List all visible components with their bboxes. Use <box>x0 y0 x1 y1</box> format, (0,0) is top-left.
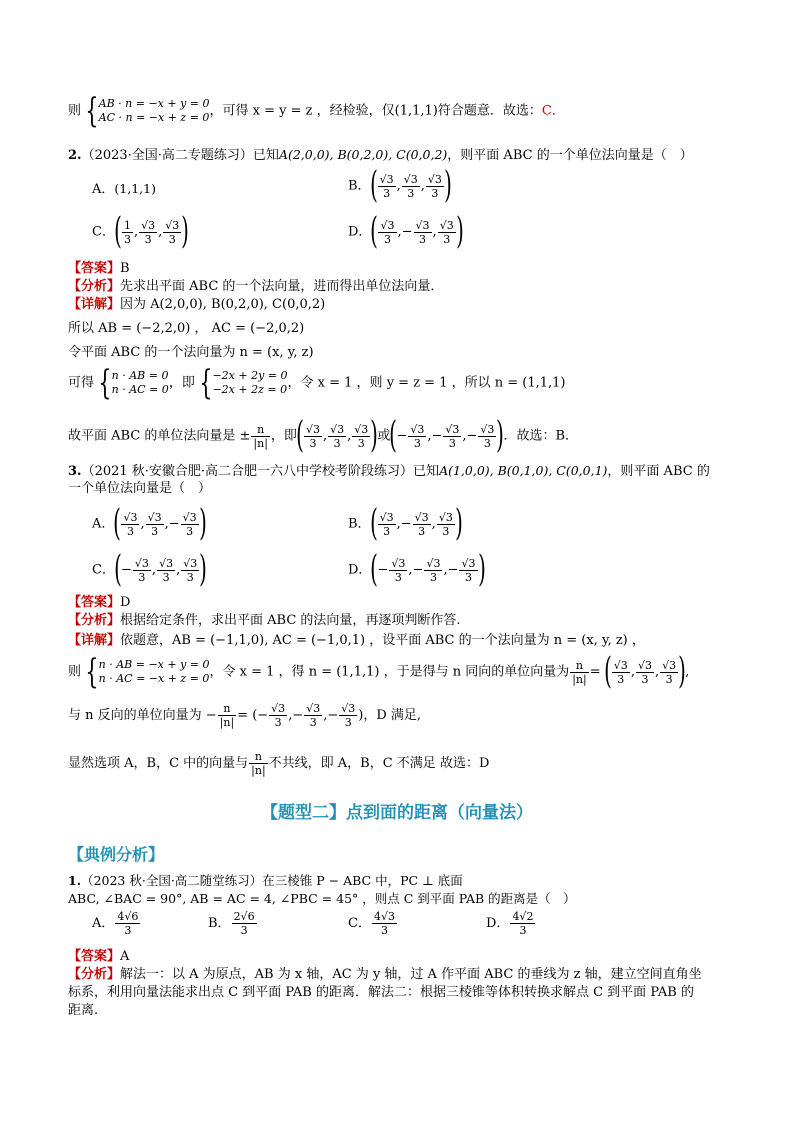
denominator: 3 <box>464 570 472 584</box>
question-source: （2023·全国·高二专题练习）已知 <box>81 148 279 163</box>
answer-tag: 【答案】 <box>68 949 121 964</box>
option-label: D． <box>348 224 372 240</box>
brace: { <box>98 363 112 403</box>
numerator: n <box>218 702 237 716</box>
text: ，可得 x = y = z ，经检验，仅(1,1,1)符合题意．故选： <box>209 103 542 119</box>
answer-value: A <box>120 949 130 964</box>
analysis-tag: 【分析】 <box>68 967 121 982</box>
denominator: 3 <box>124 232 131 246</box>
numerator: √3 <box>341 702 356 715</box>
numerator: √3 <box>305 422 320 436</box>
question-number: 3. <box>68 464 82 479</box>
ex1-analysis-1 <box>68 966 728 984</box>
paren: ) <box>678 651 687 692</box>
numerator: √3 <box>123 510 138 524</box>
analysis-text: 根据给定条件，求出平面 ABC 的法向量，再逐项判断作答. <box>120 613 461 628</box>
numerator: √3 <box>182 510 197 524</box>
fraction <box>133 557 151 584</box>
equation: −2x + 2y = 0 <box>212 369 288 382</box>
numerator: √3 <box>461 556 476 570</box>
text: ，即 <box>270 428 297 444</box>
numerator: √3 <box>330 422 345 436</box>
denominator: 3 <box>448 436 456 450</box>
fraction <box>339 702 357 729</box>
denominator: 3 <box>138 570 146 584</box>
fraction <box>459 557 477 584</box>
numerator: 4√6 <box>117 910 139 923</box>
fraction <box>352 423 370 450</box>
q2-detail-2 <box>68 320 728 338</box>
fraction <box>510 910 535 937</box>
fraction <box>570 659 589 686</box>
ex1-option-a <box>92 910 141 937</box>
denominator: |n| <box>253 436 268 450</box>
denominator: 3 <box>442 524 450 538</box>
denominator: 3 <box>665 672 673 686</box>
fraction <box>378 511 396 538</box>
fraction <box>157 557 175 584</box>
fraction <box>304 423 322 450</box>
q3-detail-3: 与 n 反向的单位向量为 − $\frac{n}{|n|}$ = (− $\frac{√3}{3}$ ,− $\frac{√3}{3}$ ,− $\frac{√3}{3}$ )，D 满足, <box>68 702 422 729</box>
denominator: 3 <box>383 186 391 200</box>
denominator: 3 <box>344 716 352 729</box>
equation: AC · n = −x + z = 0 <box>98 111 210 124</box>
paren: ) <box>370 415 379 456</box>
denominator: 3 <box>483 436 491 450</box>
text: ，则平面 ABC 的一个单位法向量是（ ） <box>447 148 693 163</box>
fraction <box>402 173 420 200</box>
paren: ) <box>496 415 505 456</box>
option-label: D． <box>486 916 510 931</box>
fraction <box>232 910 257 937</box>
numerator: √3 <box>165 218 180 232</box>
text: ，D 满足, <box>363 708 422 723</box>
fraction <box>443 423 461 450</box>
numerator: √3 <box>183 556 198 570</box>
ex1-option-c <box>348 910 398 937</box>
equation: n · AB = −x + y = 0 <box>98 658 210 671</box>
q2-option-a <box>92 180 156 199</box>
ex1-stem-line2 <box>68 890 728 908</box>
paren: ( <box>114 211 122 252</box>
option-label: C． <box>92 562 115 578</box>
denominator: 3 <box>168 232 176 246</box>
denominator: 3 <box>431 186 439 200</box>
q2-answer <box>68 260 728 278</box>
ex1-analysis-3 <box>68 1002 728 1020</box>
text: ，令 x = 1 ，得 n = (1,1,1) ，于是得与 n 同向的单位向量为 <box>209 664 570 680</box>
numerator: √3 <box>415 218 430 232</box>
denominator: 3 <box>641 672 649 686</box>
denominator: 3 <box>383 232 391 246</box>
brace: { <box>85 652 99 692</box>
paren: ( <box>296 415 304 456</box>
numerator: √3 <box>134 556 149 570</box>
text: 或 <box>377 428 391 444</box>
paren: ) <box>199 549 208 590</box>
denominator: 3 <box>419 232 427 246</box>
option-label: C． <box>348 916 371 931</box>
fraction <box>372 910 397 937</box>
equation: −2x + 2z = 0 <box>212 383 288 396</box>
denominator: 3 <box>519 924 527 937</box>
q3-option-a: A．( $\frac{√3}{3}$ , $\frac{√3}{3}$ ,− $\frac{√3}{3}$ ) <box>92 503 207 544</box>
denominator: 3 <box>124 924 132 937</box>
numerator: √3 <box>445 422 460 436</box>
numerator: √3 <box>141 218 156 232</box>
option-label: A． <box>92 182 115 197</box>
fraction <box>612 659 630 686</box>
denominator: 3 <box>126 524 134 538</box>
fraction <box>438 219 456 246</box>
denominator: 3 <box>418 524 426 538</box>
fraction <box>413 511 431 538</box>
option-label: D． <box>348 562 372 578</box>
fraction <box>163 219 181 246</box>
q2-option-d: D．( $\frac{√3}{3}$ ,− $\frac{√3}{3}$ , $\frac{√3}{3}$ ) <box>348 211 464 252</box>
detail-tag: 【详解】 <box>68 297 121 312</box>
numerator: √3 <box>427 172 442 186</box>
q3-answer <box>68 594 728 612</box>
fraction <box>328 423 346 450</box>
q2-detail-3 <box>68 344 728 362</box>
paren: ( <box>370 549 379 590</box>
numerator: √3 <box>410 422 425 436</box>
q3-detail-1 <box>68 632 728 650</box>
ex1-option-d <box>486 910 536 937</box>
denominator: 3 <box>357 436 365 450</box>
denominator: 3 <box>144 232 152 246</box>
text: ，令 x = 1 ，则 y = z = 1 ，所以 n = (1,1,1) <box>287 375 566 391</box>
denominator: 3 <box>274 716 282 729</box>
paren: ) <box>455 211 464 252</box>
text: ，则平面 ABC 的 <box>607 464 710 479</box>
q2-option-b: B．( $\frac{√3}{3}$ , $\frac{√3}{3}$ , $\frac{√3}{3}$ ) <box>348 165 452 206</box>
fraction <box>424 557 442 584</box>
equation: n · AC = −x + z = 0 <box>98 672 210 685</box>
fraction <box>378 219 396 246</box>
numerator: 4√3 <box>373 910 395 923</box>
analysis-text: 先求出平面 ABC 的一个法向量，进而得出单位法向量． <box>120 279 444 294</box>
q3-option-d: D．(− $\frac{√3}{3}$ ,− $\frac{√3}{3}$ ,− $\frac{√3}{3}$ ) <box>348 549 486 590</box>
detail-text: 因为 A(2,0,0), B(0,2,0), C(0,0,2) <box>120 297 326 312</box>
denominator: 3 <box>151 524 159 538</box>
analysis-tag: 【分析】 <box>68 279 121 294</box>
option-label: A． <box>92 916 115 931</box>
fraction <box>269 702 287 729</box>
denominator: 3 <box>240 924 248 937</box>
answer-value: D <box>120 595 131 610</box>
numerator: n <box>570 659 589 673</box>
fraction <box>181 511 199 538</box>
text: 则 <box>68 103 82 119</box>
option-label: B． <box>348 178 371 194</box>
denominator: 3 <box>394 570 402 584</box>
q2-detail-4 <box>68 363 728 403</box>
section-title: 【题型二】点到面的距离（向量法） <box>261 803 533 823</box>
numerator: √3 <box>271 702 286 715</box>
text: 则 <box>68 664 82 680</box>
ex1-answer <box>68 948 728 966</box>
numerator: √3 <box>147 510 162 524</box>
text: 与 n 反向的单位向量为 − <box>68 708 217 723</box>
question-number: 2. <box>68 148 82 163</box>
fraction <box>122 219 133 246</box>
q2-option-c: C．( $\frac{1}{3}$ , $\frac{√3}{3}$ , $\frac{√3}{3}$ ) <box>92 211 190 252</box>
numerator: √3 <box>391 556 406 570</box>
numerator: √3 <box>380 218 395 232</box>
paren: ( <box>370 211 379 252</box>
paren: ( <box>369 165 378 206</box>
equation: n · AC = 0 <box>111 383 169 396</box>
numerator: √3 <box>159 556 174 570</box>
denominator: 3 <box>309 436 317 450</box>
denominator: 3 <box>383 524 391 538</box>
option-label: B． <box>348 516 371 532</box>
denominator: 3 <box>617 672 625 686</box>
numerator: n <box>249 750 268 764</box>
analysis-tag: 【分析】 <box>68 613 121 628</box>
text: 不共线，即 A，B，C 不满足 故选：D <box>268 756 490 771</box>
ex1-analysis-2 <box>68 984 728 1002</box>
q2-analysis <box>68 278 728 296</box>
q3-analysis <box>68 612 728 630</box>
paren: ( <box>389 415 398 456</box>
detail-text: 所以 AB = (−2,2,0) ， AC = (−2,0,2) <box>68 321 305 336</box>
fraction <box>249 750 268 777</box>
numerator: √3 <box>379 510 394 524</box>
fraction <box>181 557 199 584</box>
paren: ) <box>444 165 452 206</box>
equation-system <box>99 97 210 125</box>
option-label: A． <box>92 516 115 532</box>
fraction <box>121 511 139 538</box>
denominator: |n| <box>219 716 235 729</box>
numerator: √3 <box>426 556 441 570</box>
question-source: （2023 秋·全国·高二随堂练习）在三棱锥 P − ABC 中，PC ⊥ 底面 <box>81 873 463 888</box>
ex1-stem <box>68 872 728 890</box>
q3-option-b: B．( $\frac{√3}{3}$ ,− $\frac{√3}{3}$ , $\frac{√3}{3}$ ) <box>348 503 463 544</box>
denominator: 3 <box>380 924 388 937</box>
fraction <box>414 219 432 246</box>
numerator: √3 <box>480 422 495 436</box>
question-number: 1. <box>68 873 82 888</box>
equation-system <box>112 369 169 397</box>
math: A(1,0,0), B(0,1,0), C(0,0,1) <box>439 463 608 478</box>
equation: AB · n = −x + y = 0 <box>98 97 210 110</box>
answer-tag: 【答案】 <box>68 261 121 276</box>
denominator: 3 <box>443 232 451 246</box>
fraction <box>251 423 270 450</box>
denominator: 3 <box>333 436 341 450</box>
denominator: |n| <box>572 672 587 686</box>
numerator: √3 <box>439 218 454 232</box>
option-label: C． <box>92 224 115 240</box>
fraction <box>139 219 157 246</box>
detail-text: 依题意，AB = (−1,1,0), AC = (−1,0,1) ，设平面 ABC 的一个法向量为 n = (x, y, z) ， <box>120 633 645 648</box>
brace: { <box>199 363 213 403</box>
analysis-text: 距离. <box>68 1003 99 1018</box>
detail-text: 令平面 ABC 的一个法向量为 n = (x, y, z) <box>68 345 314 360</box>
q1-prev-conclusion <box>68 91 728 131</box>
q3-detail-2: 则 { n · AB = −x + y = 0 n · AC = −x + z = 0 ，令 x = 1 ，得 n = (1,1,1) ，于是得与 n 同向的单位向量为 $\frac{n}{|n|}$ = ( $\frac{√3}{3}$ , $\frac{√3}{3}$ , $\frac{√3}{3}$ ), <box>68 651 690 692</box>
denominator: 3 <box>186 570 194 584</box>
fraction <box>146 511 164 538</box>
q2-detail-1 <box>68 296 728 314</box>
section-subtitle: 【典例分析】 <box>68 845 165 864</box>
text: 故平面 ABC 的单位法向量是 ± <box>68 428 251 444</box>
q2-stem <box>68 146 728 165</box>
equation-system <box>212 369 287 397</box>
text: 显然选项 A，B，C 中的向量与 <box>68 756 249 771</box>
text: ，即 <box>168 375 195 391</box>
denominator: 3 <box>413 436 421 450</box>
fraction <box>437 511 455 538</box>
analysis-text: 标系，利用向量法能求出点 C 到平面 PAB 的距离．解法二：根据三棱锥等体积转换求解点 C 到平面 PAB 的 <box>68 985 694 1000</box>
fraction <box>115 910 140 937</box>
denominator: 3 <box>407 186 415 200</box>
answer-tag: 【答案】 <box>68 595 121 610</box>
numerator: √3 <box>403 172 418 186</box>
equation: n · AB = 0 <box>111 369 169 382</box>
paren: ) <box>477 549 486 590</box>
text: ．故选：B． <box>503 428 579 444</box>
fraction <box>218 702 237 729</box>
denominator: 3 <box>162 570 170 584</box>
paren: ) <box>454 503 463 544</box>
analysis-text: 解法一：以 A 为原点，AB 为 x 轴，AC 为 y 轴，过 A 作平面 ABC 的垂线为 z 轴，建立空间直角坐 <box>120 967 702 982</box>
denominator: 3 <box>186 524 194 538</box>
numerator: √3 <box>354 422 369 436</box>
q3-option-c: C．(− $\frac{√3}{3}$ , $\frac{√3}{3}$ , $\frac{√3}{3}$ ) <box>92 549 208 590</box>
numerator: √3 <box>306 702 321 715</box>
option-label: B． <box>208 916 231 931</box>
q3-detail-4 <box>68 750 728 777</box>
ex1-option-b <box>208 910 258 937</box>
paren: ( <box>114 549 122 590</box>
brace: { <box>85 91 99 131</box>
question-source: （2021 秋·安徽合肥·高二合肥一六八中学校考阶段练习）已知 <box>81 464 440 479</box>
numerator: √3 <box>662 658 677 672</box>
text: 一个单位法向量是（ ） <box>68 481 212 496</box>
numerator: 2√6 <box>233 910 255 923</box>
denominator: 3 <box>429 570 437 584</box>
equation-system <box>99 658 210 686</box>
option-value: (1,1,1) <box>114 181 156 196</box>
numerator: 1 <box>124 218 131 232</box>
text: ABC, ∠BAC = 90°, AB = AC = 4, ∠PBC = 45° ，则点 C 到平面 PAB 的距离是（ ） <box>68 891 576 906</box>
q3-stem-line2 <box>68 480 728 498</box>
numerator: √3 <box>637 658 652 672</box>
numerator: n <box>251 423 270 437</box>
fraction <box>426 173 444 200</box>
fraction <box>478 423 496 450</box>
fraction <box>389 557 407 584</box>
denominator: 3 <box>309 716 317 729</box>
fraction <box>408 423 426 450</box>
paren: ( <box>369 503 378 544</box>
numerator: √3 <box>379 172 394 186</box>
paren: ( <box>603 651 612 692</box>
fraction <box>660 659 678 686</box>
fraction <box>378 173 396 200</box>
numerator: 4√2 <box>512 910 534 923</box>
denominator: |n| <box>251 764 266 777</box>
numerator: √3 <box>414 510 429 524</box>
answer-letter: C． <box>541 103 565 119</box>
paren: ) <box>198 503 207 544</box>
fraction <box>304 702 322 729</box>
math: A(2,0,0), B(0,2,0), C(0,0,2) <box>278 147 448 162</box>
paren: ) <box>181 211 190 252</box>
detail-tag: 【详解】 <box>68 633 121 648</box>
numerator: √3 <box>613 658 628 672</box>
paren: ( <box>113 503 122 544</box>
q2-detail-5: 故平面 ABC 的单位法向量是 ± $\frac{n}{|n|}$ ，即( $\frac{√3}{3}$ , $\frac{√3}{3}$ , $\frac{√3}{3}$ )或(− $\frac{√3}{3}$ ,− $\frac{√3}{3}$ ,− $\frac{√3}{3}$ )．故选：B． <box>68 415 579 456</box>
fraction <box>636 659 654 686</box>
answer-value: B <box>120 261 130 276</box>
numerator: √3 <box>438 510 453 524</box>
text: 可得 <box>68 375 95 391</box>
q3-stem <box>68 462 728 481</box>
